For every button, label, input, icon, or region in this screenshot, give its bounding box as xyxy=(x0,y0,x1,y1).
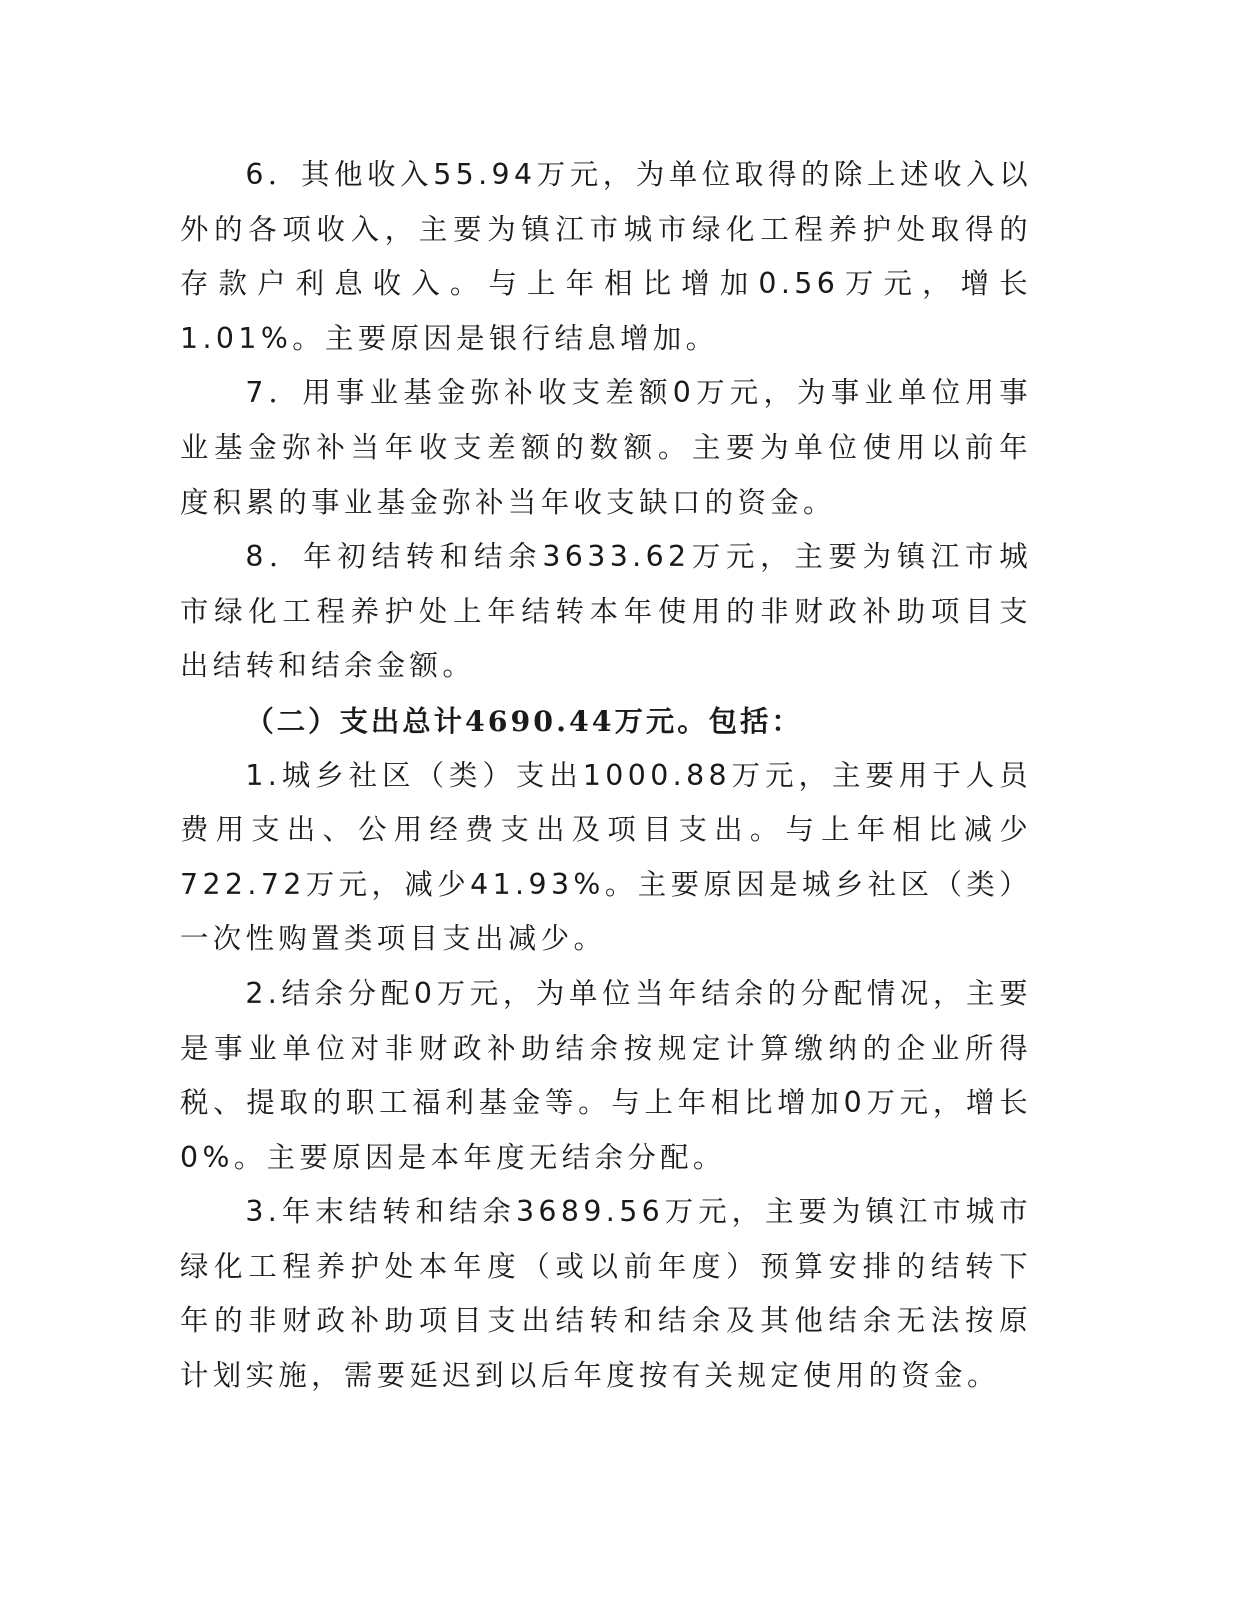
paragraph-closing-balance: 3.年末结转和结余3689.56万元，主要为镇江市城市绿化工程养护处本年度（或以前年度）预算安排的结转下年的非财政补助项目支出结转和结余及其他结余无法按原计划实施，需要延迟到以后年度按有关规定使用的资金。 xyxy=(180,1195,1032,1393)
document-body xyxy=(180,148,1032,1404)
paragraph-surplus-distribution: 2.结余分配0万元，为单位当年结余的分配情况，主要是事业单位对非财政补助结余按规定计算缴纳的企业所得税、提取的职工福利基金等。与上年相比增加0万元，增长0%。主要原因是本年度无结余分配。 xyxy=(180,976,1032,1174)
paragraph-opening-balance: 8．年初结转和结余3633.62万元，主要为镇江市城市绿化工程养护处上年结转本年使用的非财政补助项目支出结转和结余金额。 xyxy=(180,540,1032,683)
paragraph-business-fund: 7．用事业基金弥补收支差额0万元，为事业单位用事业基金弥补当年收支差额的数额。主要为单位使用以前年度积累的事业基金弥补当年收支缺口的资金。 xyxy=(180,376,1032,519)
paragraph-urban-rural-expenditure: 1.城乡社区（类）支出1000.88万元，主要用于人员费用支出、公用经费支出及项目支出。与上年相比减少722.72万元，减少41.93%。主要原因是城乡社区（类）一次性购置类项目支出减少。 xyxy=(180,758,1032,956)
paragraph-other-income: 6．其他收入55.94万元，为单位取得的除上述收入以外的各项收入，主要为镇江市城市绿化工程养护处取得的存款户利息收入。与上年相比增加0.56万元，增长1.01%。主要原因是银行结息增加。 xyxy=(180,158,1032,355)
section-heading-expenditure: （二）支出总计4690.44万元。包括： xyxy=(245,703,803,738)
